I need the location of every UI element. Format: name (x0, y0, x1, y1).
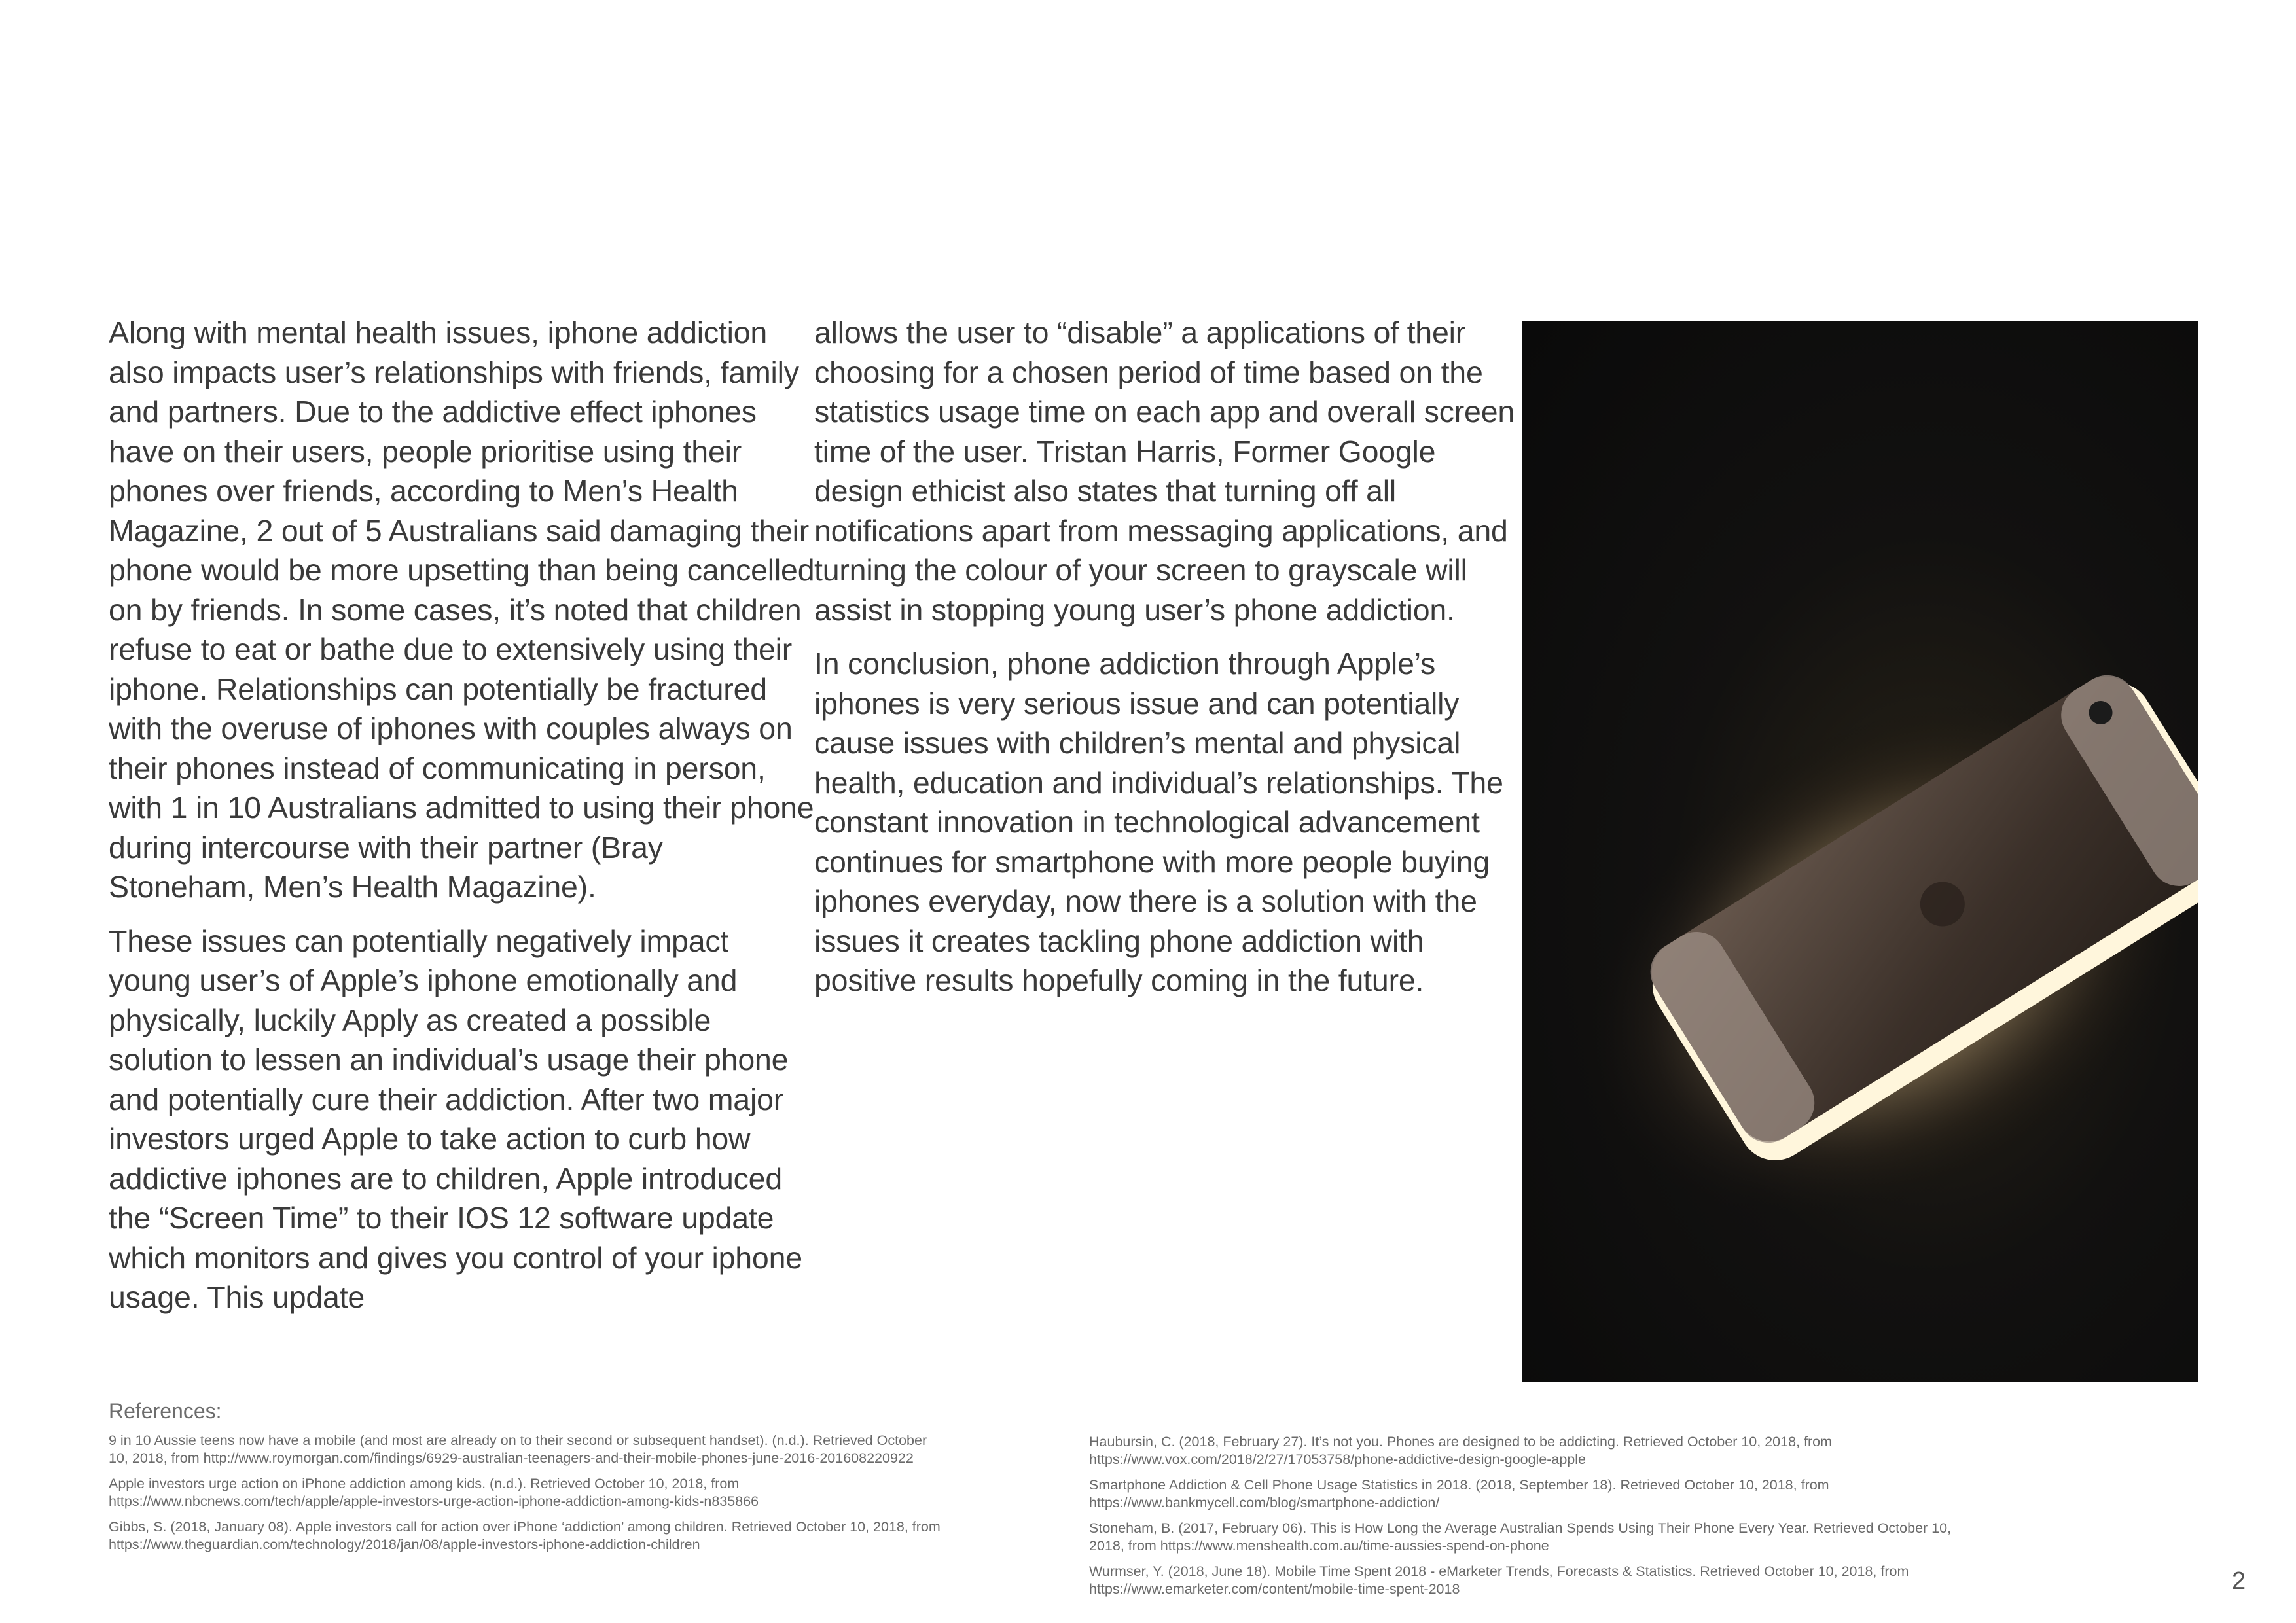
reference-item: Stoneham, B. (2017, February 06). This is How Long the Average Australian Spends Using Their Phone Every Year. Retrieved October 10, 2018, from https://www.menshealth.com.au/time-aussies-spend-on-phone (1089, 1520, 1952, 1554)
references-heading: References: (109, 1399, 222, 1423)
body-column-middle (814, 313, 1521, 1015)
paragraph-relationships: Along with mental health issues, iphone addiction also impacts user’s relationships with friends, family and partners. Due to the addictive effect iphones have on their users, people prioritise using their phones over friends, according to Men’s Health Magazine, 2 out of 5 Australians said damaging their phone would be more upsetting than being cancelled on by friends. In some cases, it’s noted that children refuse to eat or bathe due to extensively using their iphone. Relationships can potentially be fractured with the overuse of iphones with couples always on their phones instead of communicating in person, with 1 in 10 Australians admitted to using their phone during intercourse with their partner (Bray Stoneham, Men’s Health Magazine). (109, 315, 815, 904)
body-column-left (109, 313, 816, 1332)
reference-item: Haubursin, C. (2018, February 27). It’s not you. Phones are designed to be addicting. Retrieved October 10, 2018, from https://www.vox.com/2018/2/27/17053758/phone-addictive-design-google-apple (1089, 1434, 1832, 1467)
reference-item: 9 in 10 Aussie teens now have a mobile (and most are already on to their second or subsequent handset). (n.d.). Retrieved October 10, 2018, from http://www.roymorgan.com/findings/6929-australian-teenagers-and-their-mobile-phones-june-2016-201608220922 (109, 1433, 927, 1466)
reference-item: Smartphone Addiction & Cell Phone Usage Statistics in 2018. (2018, September 18). Retrieved October 10, 2018, from https://www.bankmycell.com/blog/smartphone-addiction/ (1089, 1477, 1829, 1510)
references-right (1089, 1433, 1960, 1606)
page-number: 2 (2232, 1567, 2246, 1595)
paragraph-conclusion: In conclusion, phone addiction through Apple’s iphones is very serious issue and can potentially cause issues with children’s mental and physical health, education and individual’s relationships. The constant innovation in technological advancement continues for smartphone with more people buying iphones everyday, now there is a solution with the issues it creates tackling phone addiction with positive results hopefully coming in the future. (814, 647, 1503, 997)
reference-item: Gibbs, S. (2018, January 08). Apple investors call for action over iPhone ‘addiction’ among children. Retrieved October 10, 2018, from https://www.theguardian.com/technology/2018/jan/08/apple-investors-iphone-addiction-children (109, 1519, 941, 1552)
paragraph-screen-time: These issues can potentially negatively impact young user’s of Apple’s iphone emotionally and physically, luckily Apply as created a possible solution to lessen an individual’s usage their phone and potentially cure their addiction. After two major investors urged Apple to take action to curb how addictive iphones are to children, Apple introduced the “Screen Time” to their IOS 12 software update which monitors and gives you control of your iphone usage. This update (109, 923, 802, 1314)
reference-item: Apple investors urge action on iPhone addiction among kids. (n.d.). Retrieved October 10, 2018, from https://www.nbcnews.com/tech/apple/apple-investors-urge-action-iphone-addiction-among-kids-n835866 (109, 1476, 759, 1509)
iphone-glow-photo (1522, 321, 2198, 1382)
iphone-illustration (1522, 321, 2198, 1382)
reference-item: Wurmser, Y. (2018, June 18). Mobile Time Spent 2018 - eMarketer Trends, Forecasts & Statistics. Retrieved October 10, 2018, from https://www.emarketer.com/content/mobile-time-spent-2018 (1089, 1563, 1909, 1597)
references-left (109, 1432, 946, 1561)
paragraph-solutions: allows the user to “disable” a applications of their choosing for a chosen period of time based on the statistics usage time on each app and overall screen time of the user. Tristan Harris, Former Google design ethicist also states that turning off all notifications apart from messaging applications, and turning the colour of your screen to grayscale will assist in stopping young user’s phone addiction. (814, 315, 1515, 627)
